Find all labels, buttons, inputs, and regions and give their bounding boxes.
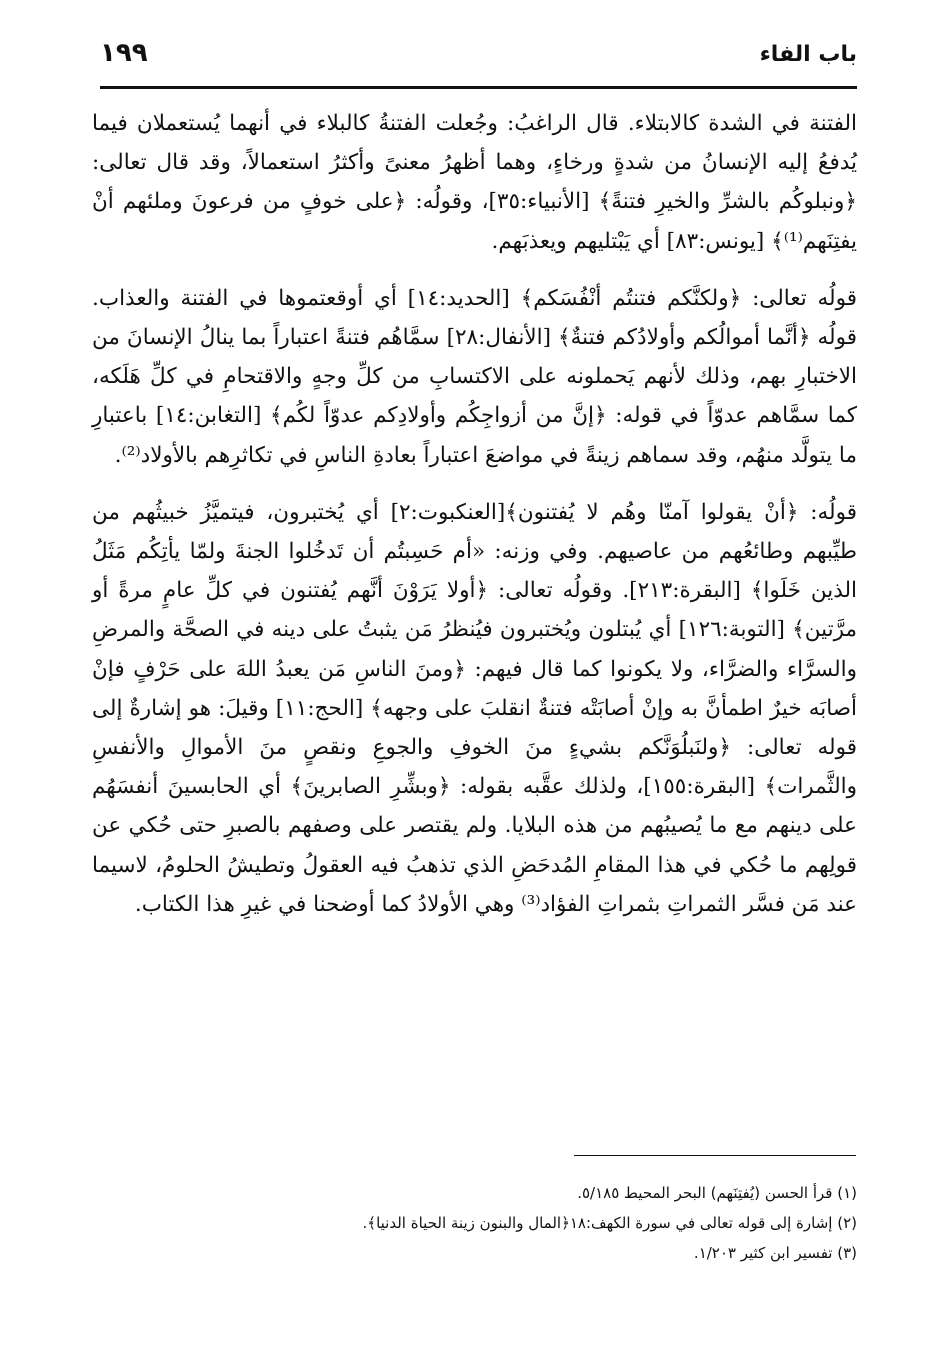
chapter-title: باب الفاء [759,42,857,67]
footnotes [200,1178,857,1268]
footnote-2: (٢) إشارة إلى قوله تعالى في سورة الكهف:١٨﴿المال والبنون زينة الحياة الدنيا﴾. [362,1214,857,1232]
header-rule [100,86,857,89]
paragraph-1: الفتنة في الشدة كالابتلاء. قال الراغبُ: وجُعلت الفتنةُ كالبلاء في أنهما يُستعملان فيما يُدفعُ إليه الإنسانُ من شدةٍ ورخاءٍ، وهما أظهرُ معنىً وأكثرُ استعمالاً، وقد قال تعالى: ﴿ونبلوكُم بالشرِّ والخيرِ فتنةً﴾ [الأنبياء:٣٥]، وقولُه: ﴿على خوفٍ من فرعونَ وملئهم أنْ يفتِنَهم⁽¹⁾﴾ [يونس:٨٣] أي يَبْتليهم ويعذبَهم. [92,111,857,254]
footnote-rule [574,1155,856,1156]
footnote-3: (٣) تفسير ابن كثير ١/٢٠٣. [693,1244,857,1262]
page-number: ١٩٩ [100,38,148,68]
footnote-1: (١) قرأ الحسن (يُفتِنَهم) البحر المحيط ٥/١٨٥. [577,1184,857,1202]
page-header [100,36,857,86]
paragraph-3: قولُه: ﴿أنْ يقولوا آمنّا وهُم لا يُفتنون﴾[العنكبوت:٢] أي يُختبرون، فيتميَّزُ خبيثُهم من طيِّبهم وطائعُهم من عاصيهم. وفي وزنه: «أم حَسِبتُم أن تَدخُلوا الجنةَ ولمّا يأتِكُم مَثَلُ الذين خَلَوا﴾ [البقرة:٢١٣]. وقولُه تعالى: ﴿أولا يَرَوْنَ أنَّهم يُفتنون في كلِّ عامٍ مرةً أو مرَّتين﴾ [التوبة:١٢٦] أي يُبتلون ويُختبرون فيُنظرُ مَن يثبتُ على دينه في الصحَّة والمرضِ والسرَّاء والضرَّاء، ولا يكونوا كما قال فيهم: ﴿ومنَ الناسِ مَن يعبدُ اللهَ على حَرْفٍ فإنْ أصابَه خيرٌ اطمأنَّ به وإنْ أصابَتْه فتنةٌ انقلبَ على وجهه﴾ [الحج:١١] وقيلَ: هو إشارةٌ إلى قوله تعالى: ﴿ولنَبلُوَنَّكم بشيءٍ منَ الخوفِ والجوعِ ونقصٍ منَ الأموالِ والأنفسِ والثَّمرات﴾ [البقرة:١٥٥]، ولذلك عقَّبه بقوله: ﴿وبشِّرِ الصابرينَ﴾ أي الحابسينَ أنفسَهُم على دينهم مع ما يُصيبُهم من هذه البلايا. ولم يقتصر على وصفهم بالصبرِ حتى حُكي عن قولِهم ما حُكي في هذا المقامِ المُدحَضِ الذي تذهبُ فيه العقولُ وتطيشُ الحلومُ، لاسيما عند مَن فسَّر الثمراتِ بثمراتِ الفؤاد⁽³⁾ وهي الأولادُ كما أوضحنا في غيرِ هذا الكتاب. [92,499,858,917]
paragraph-2: قولُه تعالى: ﴿ولكنَّكم فتنتُم أنْفُسَكم﴾ [الحديد:١٤] أي أوقعتموها في الفتنة والعذاب. قولُه ﴿أنَّما أموالُكم وأولادُكم فتنةٌ﴾ [الأنفال:٢٨] سمَّاهُم فتنةً اعتباراً بما ينالُ الإنسانَ من الاختبارِ بهم، وذلك لأنهم يَحملونه على الاكتسابِ من كلِّ وجهٍ والاقتحامِ في كلِّ هَلَكه، كما سمَّاهم عدوّاً في قوله: ﴿إنَّ من أزواجِكُم وأولادِكم عدوّاً لكُم﴾ [التغابن:١٤] باعتبارِ ما يتولَّد منهُم، وقد سماهم زينةً في مواضعَ اعتباراً بعادةِ الناسِ في تكاثرِهم بالأولاد⁽²⁾. [92,285,858,468]
main-text [92,104,857,924]
